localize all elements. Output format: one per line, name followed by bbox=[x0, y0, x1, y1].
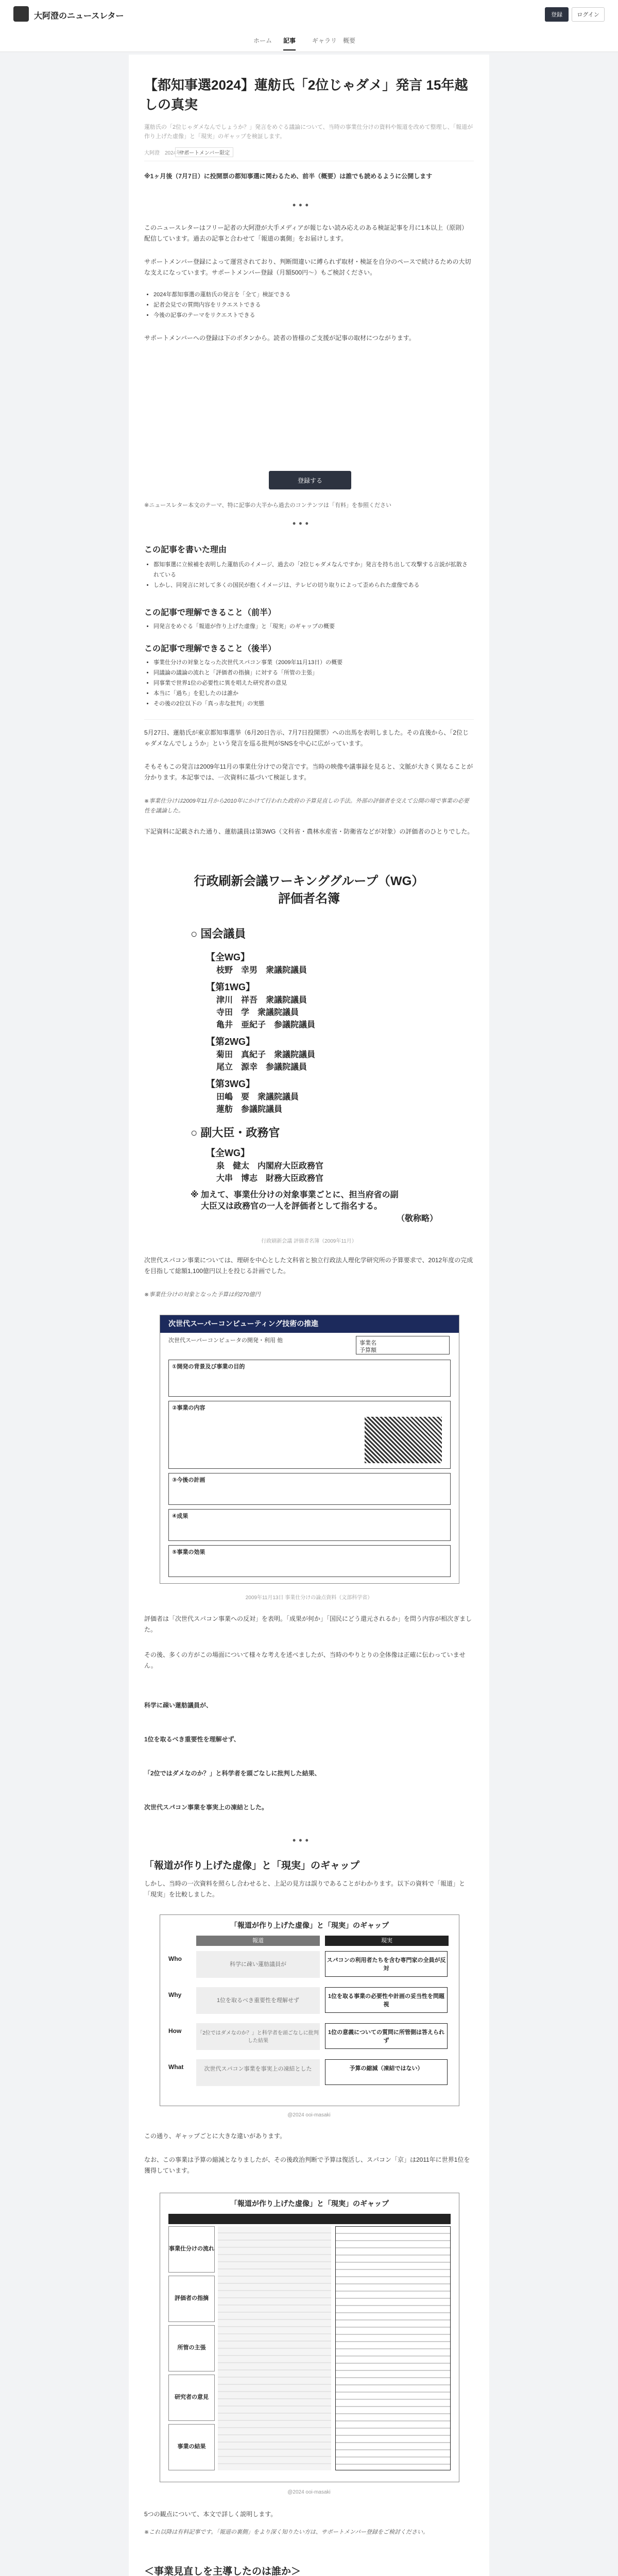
list-item: • 2024年都知事選の蓮舫氏の発言を「全て」検証できる bbox=[153, 290, 473, 300]
claim-2: 1位を取るべき重要性を理解せず、 bbox=[144, 1736, 240, 1743]
wg-footer: （敬称略） bbox=[397, 1214, 438, 1223]
wg-member: 寺田 学 衆議院議員 bbox=[216, 1008, 299, 1017]
subscribe-cta-button[interactable]: 登録する bbox=[269, 471, 351, 489]
budget-document-image bbox=[160, 1315, 459, 1584]
wg-group: 【第2WG】 bbox=[206, 1037, 255, 1047]
dots-separator: ••• bbox=[293, 1835, 312, 1845]
wg-group: 【第3WG】 bbox=[206, 1079, 255, 1089]
dots-separator: ••• bbox=[293, 200, 312, 210]
article-lead: 蓮舫氏の「2位じゃダメなんでしょうか？」発言をめぐる議論について、当時の事業仕分けの資料や報道を改めて整理し、「報道が作り上げた虚像」と「現実」のギャップを検証します。 bbox=[144, 124, 473, 140]
doc-section-label: ③今後の計画 bbox=[172, 1477, 205, 1483]
wg-member: 尾立 源幸 参議院議員 bbox=[216, 1063, 307, 1072]
note-text: ※ニュースレター本文のテーマ、特に記事の大半から過去のコンテンツは「有料」を参照ください bbox=[144, 502, 392, 509]
doc-section bbox=[168, 1473, 451, 1505]
list-item: • その後の2位以下の「真っ赤な批判」の実態 bbox=[153, 699, 473, 709]
doc-photo bbox=[365, 1417, 442, 1463]
paragraph: 5つの観点について、本文で詳しく説明します。 bbox=[144, 2511, 277, 2518]
paragraph: このニュースレターはフリー記者の大阿澄が大手メディアが報じない読み応えのある検証記事を月に1本以上（原則）配信しています。過去の記事と合わせて「報道の裏側」をお届けします。 bbox=[144, 224, 468, 242]
article bbox=[129, 55, 489, 2576]
cmp-q: Who bbox=[168, 1955, 182, 1962]
wg-note: ※ 加えて、事業仕分けの対象事業ごとに、担当府省の副 bbox=[191, 1191, 399, 1199]
cmp-right: スパコンの利用者たちを含む専門家の全員が反対 bbox=[325, 1951, 448, 1977]
spacer bbox=[144, 369, 474, 456]
cmp-left: 「2位ではダメなのか？」と科学者を頭ごなしに批判した結果 bbox=[196, 2023, 320, 2050]
claim-4: 次世代スパコン事業を事実上の凍結とした。 bbox=[144, 1804, 268, 1811]
list-item: • 今後の記事のテーマをリクエストできる bbox=[153, 310, 473, 320]
doc-section bbox=[168, 1360, 451, 1397]
cmp2-head-bar bbox=[168, 2214, 451, 2224]
paragraph: そもそもこの発言は2009年11月の事業仕分けでの発言です。当時の映像や議事録を見ると、文脈が大きく異なることが分かります。本記事では、一次資料に基づいて検証します。 bbox=[144, 763, 473, 781]
list-item: • 都知事選に立候補を表明した蓮舫氏のイメージ、過去の「2位じゃダメなんですか」発言を持ち出して攻撃する言説が拡散されている bbox=[153, 560, 473, 580]
list-item: • 同事業で世界1位の必要性に異を唱えた研究者の意見 bbox=[153, 678, 473, 688]
nav-bar bbox=[0, 29, 618, 52]
paragraph: その後、多くの方がこの場面について様々な考えを述べましたが、当時のやりとりの全体像は正確に伝わっていません。 bbox=[144, 1651, 466, 1669]
intro-note: ※1ヶ月後（7月7日）に投開票の都知事選に関わるため、前半（概要）は誰でも読めるように公開します bbox=[144, 173, 433, 180]
wg-group: 【第1WG】 bbox=[206, 982, 255, 992]
cmp-header: 「報道が作り上げた虚像」と「現実」のギャップ bbox=[230, 1921, 389, 1929]
benefit-list bbox=[144, 290, 473, 320]
doc-label: 予算額 bbox=[359, 1347, 376, 1353]
subscribe-button[interactable]: 登録 bbox=[545, 7, 569, 22]
wg-section: ○ 国会議員 bbox=[191, 927, 246, 940]
cmp-col-head: 報道 bbox=[196, 1936, 320, 1946]
note-text: ※これ以降は有料記事です。「報道の裏側」をより深く知りたい方は、サポートメンバー登録をご検討ください。 bbox=[144, 2529, 428, 2535]
wg-member: 亀井 亜紀子 参議院議員 bbox=[216, 1021, 316, 1029]
note-text: ※事業仕分けは2009年11月から2010年にかけて行われた政府の予算見直しの手法。外部の評価者を交えて公開の場で事業の必要性を議論した。 bbox=[144, 798, 469, 814]
cmp2-left-col bbox=[218, 2226, 331, 2470]
section-heading: この記事を書いた理由 bbox=[144, 546, 227, 554]
doc-section bbox=[168, 1545, 451, 1577]
paragraph: 下記資料に記載された通り、蓮舫議員は第3WG（文科省・農林水産省・防衛省などが対象）の評価者のひとりでした。 bbox=[144, 828, 474, 835]
note-text: ※事業仕分けの対象となった予算は約270億円 bbox=[144, 1292, 261, 1298]
image-caption: @2024 ooi-masaki bbox=[287, 2489, 331, 2495]
site-name[interactable]: 大阿澄のニュースレター bbox=[34, 12, 124, 21]
list-item: • 記者会見での質問内容をリクエストできる bbox=[153, 300, 473, 310]
wg-note: 大臣又は政務官の一人を評価者として指名する。 bbox=[201, 1202, 383, 1211]
wg-subtitle: 評価者名簿 bbox=[278, 892, 340, 906]
doc-subtitle: 次世代スーパーコンピュータの開発・利用 他 bbox=[168, 1337, 283, 1344]
cmp-q: How bbox=[168, 2027, 182, 2035]
cmp2-row-label: 研究者の意見 bbox=[168, 2375, 215, 2421]
image-caption: 行政刷新会議 評価者名簿（2009年11月） bbox=[261, 1239, 357, 1244]
cmp2-right-col bbox=[335, 2226, 451, 2470]
cmp-right: 予算の縮減（凍結ではない） bbox=[325, 2059, 448, 2085]
wg-member: 蓮舫 参議院議員 bbox=[216, 1105, 283, 1114]
cmp2-row-label: 評価者の指摘 bbox=[168, 2276, 215, 2322]
article-title: 【都知事選2024】蓮舫氏「2位じゃダメ」発言 15年越しの真実 bbox=[144, 77, 468, 112]
understand-list-1 bbox=[144, 621, 473, 632]
doc-section-label: ⑤事業の効果 bbox=[172, 1549, 205, 1555]
doc-budget-box bbox=[356, 1336, 450, 1354]
image-caption: 2009年11月13日 事業仕分けの論点資料（文部科学省） bbox=[245, 1595, 373, 1601]
doc-section-label: ④成果 bbox=[172, 1513, 188, 1519]
section-heading: ＜事業見直しを主導したのは誰か＞ bbox=[144, 2566, 301, 2576]
dots-separator: ••• bbox=[293, 518, 312, 529]
cmp-q: What bbox=[168, 2063, 184, 2071]
paragraph: サポートメンバー登録によって運営されており、判断間違いに縛られず取材・検証を自分のペースで続けるための大切な支えになっています。サポートメンバー登録（月額500円～）もご検討ください。 bbox=[144, 258, 471, 276]
cmp-left: 科学に疎い蓮舫議員が bbox=[196, 1951, 320, 1978]
doc-title: 次世代スーパーコンピューティング技術の推進 bbox=[168, 1319, 319, 1328]
cmp-right: 1位を取る事業の必要性や計画の妥当性を問題視 bbox=[325, 1987, 448, 2013]
article-tag[interactable]: サポートメンバー限定 bbox=[175, 147, 233, 157]
paragraph: しかし、当時の一次資料を照らし合わせると、上記の見方は誤りであることがわかります。以下の資料で「報道」と「現実」を比較しました。 bbox=[144, 1880, 466, 1898]
wg-member: 泉 健太 内閣府大臣政務官 bbox=[216, 1162, 324, 1171]
cmp2-row-label: 所管の主張 bbox=[168, 2325, 215, 2371]
cmp-left: 1位を取るべき重要性を理解せず bbox=[196, 1987, 320, 2014]
wg-member: 菊田 真紀子 衆議院議員 bbox=[216, 1050, 316, 1059]
login-button[interactable]: ログイン bbox=[572, 7, 605, 22]
nav-about[interactable]: 概要 bbox=[343, 37, 356, 44]
cmp-left: 次世代スパコン事業を事実上の凍結とした bbox=[196, 2059, 320, 2086]
cmp-q: Why bbox=[168, 1991, 182, 1998]
doc-section-label: ②事業の内容 bbox=[172, 1405, 205, 1411]
cmp2-row-label: 事業仕分けの流れ bbox=[168, 2226, 215, 2273]
paragraph: 評価者は「次世代スパコン事業への反対」を表明。「成果が何か」「国民にどう還元されるか」を問う内容が相次ぎました。 bbox=[144, 1615, 472, 1633]
cmp-right: 1位の意義についての質問に所管側は答えられず bbox=[325, 2023, 448, 2049]
wg-section: ○ 副大臣・政務官 bbox=[191, 1126, 280, 1139]
gap-comparison-image bbox=[160, 1914, 459, 2106]
nav-gallery[interactable]: ギャラリ bbox=[312, 37, 337, 44]
paragraph: この通り、ギャップごとに大きな違いがあります。 bbox=[144, 2132, 286, 2140]
wg-member: 枝野 幸男 衆議院議員 bbox=[216, 966, 307, 975]
claim-3: 「2位ではダメなのか？」と科学者を頭ごなしに批判した結果、 bbox=[144, 1770, 321, 1777]
doc-section-label: ①開発の背景及び事業の目的 bbox=[172, 1364, 245, 1370]
wg-group: 【全WG】 bbox=[206, 1148, 250, 1158]
paragraph: なお、この事業は予算の縮減となりましたが、その後政治判断で予算は復活し、スパコン「京」は2011年に世界1位を獲得しています。 bbox=[144, 2156, 470, 2174]
cmp2-header: 「報道が作り上げた虚像」と「現実」のギャップ bbox=[230, 2199, 389, 2208]
wg-member: 田嶋 要 衆議院議員 bbox=[216, 1093, 299, 1101]
paragraph: 5月27日、蓮舫氏が東京都知事選挙（6月20日告示、7月7日投開票）への出馬を表明しました。その直後から、「2位じゃダメなんでしょうか」という発言を巡る批判がSNSを中心に広がっています。 bbox=[144, 729, 469, 747]
doc-section bbox=[168, 1401, 451, 1469]
cmp-col-head: 現実 bbox=[325, 1936, 449, 1946]
wg-group: 【全WG】 bbox=[206, 952, 250, 962]
doc-section bbox=[168, 1509, 451, 1541]
doc-label: 事業名 bbox=[359, 1340, 376, 1346]
nav-home[interactable]: ホーム bbox=[253, 37, 272, 44]
site-logo[interactable] bbox=[13, 6, 29, 22]
list-item: • 同発言をめぐる「報道が作り上げた虚像」と「現実」のギャップの概要 bbox=[153, 621, 473, 632]
section-heading: 「報道が作り上げた虚像」と「現実」のギャップ bbox=[144, 1860, 360, 1871]
wg-title: 行政刷新会議ワーキンググループ（WG） bbox=[194, 874, 424, 888]
list-item: • しかし、同発言に対して多くの国民が抱くイメージは、テレビの切り取りによって歪められた虚像である bbox=[153, 580, 473, 590]
wg-member: 津川 祥吾 衆議院議員 bbox=[216, 996, 307, 1005]
article-date: 大阿澄 2024年7月 bbox=[144, 150, 190, 156]
list-item: • 事業仕分けの対象となった次世代スパコン事業（2009年11月13日）の概要 bbox=[153, 657, 473, 668]
section-heading: この記事で理解できること（前半） bbox=[144, 608, 277, 617]
nav-articles[interactable]: 記事 bbox=[283, 36, 296, 50]
cmp2-row-label: 事業の結果 bbox=[168, 2424, 215, 2470]
divider bbox=[144, 719, 474, 720]
section-heading: この記事で理解できること（後半） bbox=[144, 645, 277, 653]
gap-table-image bbox=[160, 2193, 459, 2482]
wg-member: 大串 博志 財務大臣政務官 bbox=[216, 1174, 324, 1183]
list-item: • 同議論の議論の流れと「評価者の指摘」に対する「所管の主張」 bbox=[153, 668, 473, 678]
claim-1: 科学に疎い蓮舫議員が、 bbox=[144, 1702, 213, 1709]
paragraph: 次世代スパコン事業については、理研を中心とした文科省と独立行政法人理化学研究所の予算要求で、2012年度の完成を目指して総額1,100億円以上を投じる計画でした。 bbox=[144, 1257, 473, 1275]
list-item: • 本当に「過ち」を犯したのは誰か bbox=[153, 688, 473, 699]
reason-list bbox=[144, 560, 473, 590]
understand-list-2 bbox=[144, 657, 473, 709]
top-bar bbox=[0, 0, 618, 29]
wg-roster-image bbox=[160, 863, 458, 1224]
image-caption: @2024 ooi-masaki bbox=[287, 2112, 331, 2118]
paragraph: サポートメンバーへの登録は下のボタンから。読者の皆様のご支援が記事の取材につながります。 bbox=[144, 334, 415, 342]
